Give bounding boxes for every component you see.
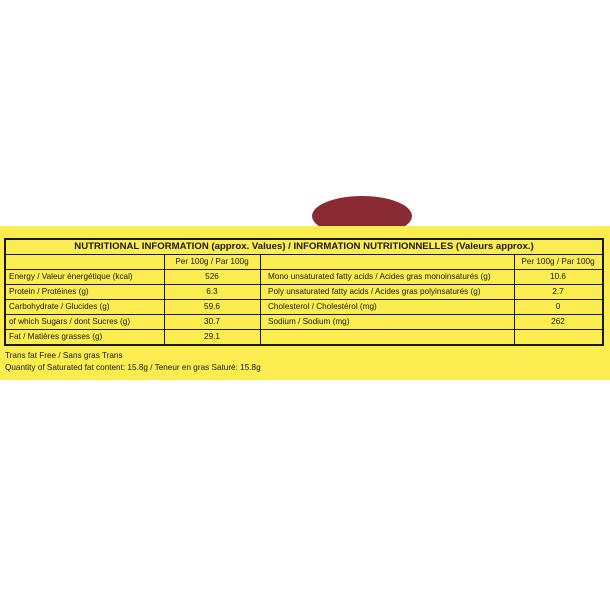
nutrient-label: Mono unsaturated fatty acids / Acides gras monoinsaturés (g) — [268, 272, 491, 281]
nutrient-value: 262 — [551, 317, 565, 326]
column-divider — [164, 255, 165, 345]
nutrient-value: 2.7 — [552, 287, 564, 296]
nutrient-label: of which Sugars / dont Sucres (g) — [9, 317, 131, 326]
table-row — [6, 330, 602, 345]
table-grid — [6, 255, 602, 345]
right-column-header: Per 100g / Par 100g — [521, 257, 595, 266]
table-row — [6, 315, 602, 330]
table-row — [6, 285, 602, 300]
nutrient-label: Fat / Matières grasses (g) — [9, 332, 103, 341]
left-column-header: Per 100g / Par 100g — [175, 257, 249, 266]
table-title: NUTRITIONAL INFORMATION (approx. Values) / INFORMATION NUTRITIONNELLES (Valeurs approx.) — [6, 240, 602, 255]
nutrient-label: Poly unsaturated fatty acids / Acides gras polyinsaturés (g) — [268, 287, 481, 296]
table-row — [6, 270, 602, 285]
nutrient-value: 0 — [555, 302, 561, 311]
saturated-fat-note: Quantity of Saturated fat content: 15.8g / Teneur en gras Saturé: 15.8g — [5, 363, 261, 372]
nutrient-label: Energy / Valeur énergétique (kcal) — [9, 272, 133, 281]
nutrition-table — [4, 238, 604, 346]
table-row — [6, 300, 602, 315]
nutrient-value: 59.6 — [204, 302, 220, 311]
nutrient-label: Carbohydrate / Glucides (g) — [9, 302, 110, 311]
nutrient-value: 6.3 — [206, 287, 218, 296]
nutrient-label: Cholesterol / Cholestérol (mg) — [268, 302, 377, 311]
table-header-row — [6, 255, 602, 270]
nutrient-value: 29.1 — [204, 332, 220, 341]
nutrient-value: 526 — [205, 272, 219, 281]
nutrient-value: 30.7 — [204, 317, 220, 326]
nutrient-label: Sodium / Sodium (mg) — [268, 317, 350, 326]
column-divider — [514, 255, 515, 345]
nutrient-value: 10.6 — [550, 272, 566, 281]
trans-fat-note: Trans fat Free / Sans gras Trans — [5, 351, 123, 360]
column-divider — [260, 255, 261, 345]
nutrient-label: Protein / Protéines (g) — [9, 287, 89, 296]
